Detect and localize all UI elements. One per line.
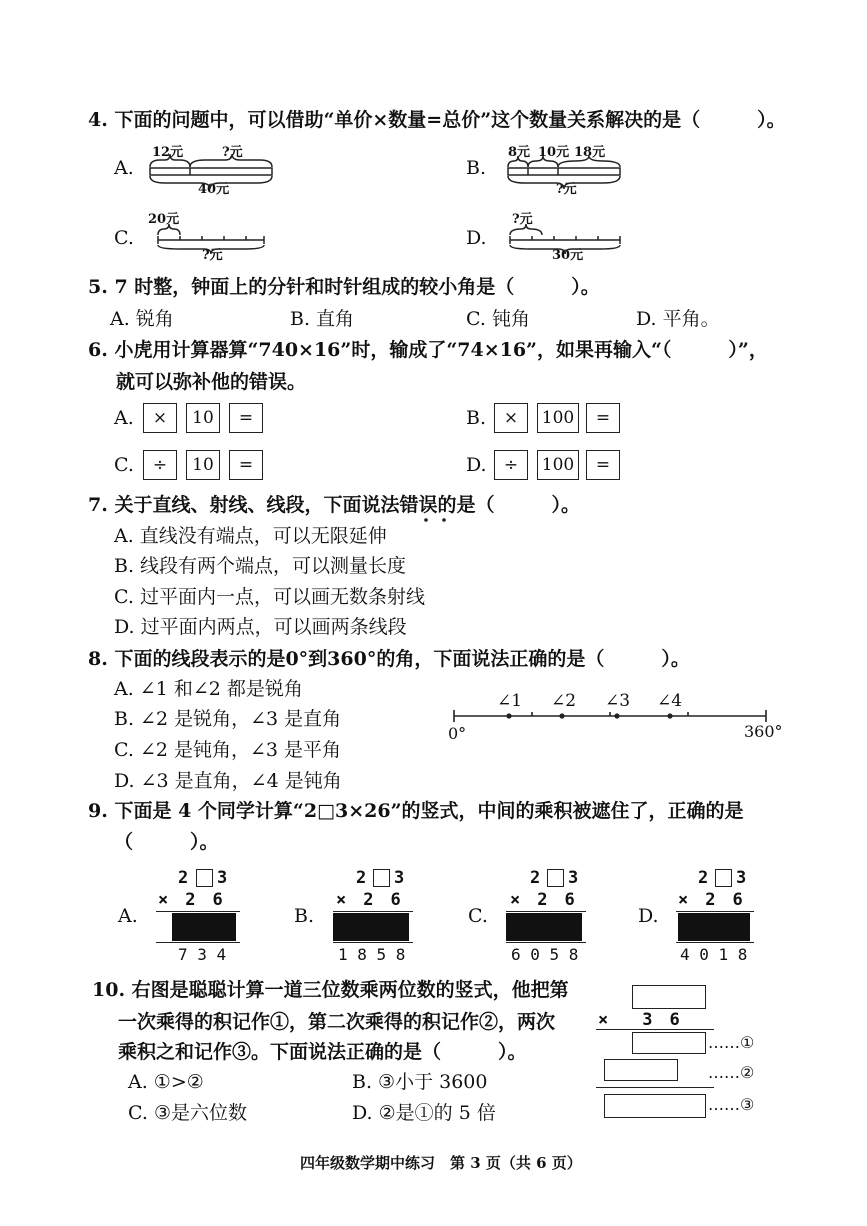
- page-footer: 四年级数学期中练习 第 3 页（共 6 页）: [300, 1154, 582, 1172]
- q9-option-c-label[interactable]: C.: [468, 905, 488, 927]
- q6c-key-10: 10: [186, 450, 220, 480]
- q10-option-d[interactable]: D. ②是①的 5 倍: [352, 1102, 496, 1124]
- q9c-digit-3: 3: [568, 868, 579, 888]
- q4a-top-right: ?元: [222, 145, 243, 160]
- q9-option-b-label[interactable]: B.: [294, 905, 315, 927]
- q9d-result: 4 0 1 8: [680, 945, 748, 964]
- q6b-key-equals: =: [586, 403, 620, 433]
- q9b-digit-2: 2: [356, 868, 367, 888]
- q8-angle-3: ∠3: [605, 691, 631, 711]
- q9-stem-line1: 9. 下面是 4 个同学计算“2□3×26”的竖式，中间的乘积被遮住了，正确的是: [88, 800, 744, 822]
- q10-option-b[interactable]: B. ③小于 3600: [352, 1071, 488, 1093]
- q10-multiplicand-box: [632, 985, 706, 1009]
- q6-stem-line1: 6. 小虎用计算器算“740×16”时，输成了“74×16”，如果再输入“（ ）”，: [88, 339, 768, 361]
- q10-rule-1: [596, 1029, 714, 1030]
- q6d-key-divide: ÷: [494, 450, 528, 480]
- q10-mark-2: ……②: [708, 1063, 755, 1082]
- q10-mark-1: ……①: [708, 1033, 755, 1052]
- q7-option-b[interactable]: B. 线段有两个端点，可以测量长度: [114, 555, 407, 577]
- q6-option-d-label[interactable]: D.: [466, 454, 487, 476]
- q10-option-c[interactable]: C. ③是六位数: [128, 1102, 247, 1124]
- q4a-bottom: 40元: [198, 182, 230, 197]
- q6a-key-equals: =: [229, 403, 263, 433]
- q9b-covered-partials: [333, 913, 409, 941]
- q6a-key-10: 10: [186, 403, 220, 433]
- q9a-result: 7 3 4: [178, 945, 227, 964]
- q9c-rule-1: [506, 911, 586, 912]
- q9b-result: 1 8 5 8: [338, 945, 406, 964]
- q4-option-d-label[interactable]: D.: [466, 227, 487, 249]
- q9c-covered-partials: [506, 913, 582, 941]
- q9a-covered-partials: [172, 913, 236, 941]
- q5-option-d[interactable]: D. 平角。: [636, 308, 720, 330]
- q6-option-b-label[interactable]: B.: [466, 407, 487, 429]
- q9b-multiplier: × 2 6: [336, 890, 401, 910]
- q8-axis-end: 360°: [744, 722, 783, 741]
- q7-stem: 7. 关于直线、射线、线段，下面说法错误的是（ ）。: [88, 494, 580, 516]
- q9a-blank-box: [196, 869, 213, 887]
- q10-stem-line1: 10. 右图是聪聪计算一道三位数乘两位数的竖式，他把第: [92, 979, 569, 1001]
- q10-option-a[interactable]: A. ①>②: [128, 1071, 204, 1093]
- q9a-digit-2: 2: [178, 868, 189, 888]
- q4-option-b-label[interactable]: B.: [466, 157, 487, 179]
- q7-option-c[interactable]: C. 过平面内一点，可以画无数条射线: [114, 586, 425, 608]
- q10-mark-3: ……③: [708, 1095, 755, 1114]
- q7-option-d[interactable]: D. 过平面内两点，可以画两条线段: [114, 616, 407, 638]
- q9b-digit-3: 3: [394, 868, 405, 888]
- q4d-top: ?元: [512, 212, 533, 227]
- q9d-digit-2: 2: [698, 868, 709, 888]
- q4-option-c-label[interactable]: C.: [114, 227, 134, 249]
- q4d-bottom: 30元: [552, 248, 584, 263]
- q9a-rule-1: [156, 911, 240, 912]
- q9-option-d-label[interactable]: D.: [638, 905, 659, 927]
- q10-rule-2: [596, 1087, 714, 1088]
- q9-stem-line2: （ ）。: [114, 831, 219, 853]
- q4c-bottom: ?元: [202, 248, 223, 263]
- q6b-key-times: ×: [494, 403, 528, 433]
- q10-partial-1-box: [632, 1032, 706, 1054]
- q9b-blank-box: [373, 869, 390, 887]
- q9d-covered-partials: [678, 913, 750, 941]
- q9d-digit-3: 3: [736, 868, 747, 888]
- q9c-digit-2: 2: [530, 868, 541, 888]
- q8-stem: 8. 下面的线段表示的是0°到360°的角，下面说法正确的是（ ）。: [88, 648, 690, 670]
- q6d-key-equals: =: [586, 450, 620, 480]
- q5-stem: 5. 7 时整，钟面上的分针和时针组成的较小角是（ ）。: [88, 276, 600, 298]
- q9a-digit-3: 3: [217, 868, 228, 888]
- q4c-top: 20元: [148, 212, 180, 227]
- q4a-top-left: 12元: [152, 145, 184, 160]
- q8-option-c[interactable]: C. ∠2 是钝角，∠3 是平角: [114, 739, 342, 761]
- q8-option-d[interactable]: D. ∠3 是直角，∠4 是钝角: [114, 770, 342, 792]
- q9-option-a-label[interactable]: A.: [118, 905, 138, 927]
- q6-option-a-label[interactable]: A.: [114, 407, 134, 429]
- q5-option-c[interactable]: C. 钝角: [466, 308, 530, 330]
- q4-option-a-label[interactable]: A.: [114, 157, 134, 179]
- q8-angle-2: ∠2: [551, 691, 577, 711]
- q10-stem-line3: 乘积之和记作③。下面说法正确的是（ ）。: [118, 1041, 527, 1063]
- q6c-key-divide: ÷: [143, 450, 177, 480]
- q4-stem: 4. 下面的问题中，可以借助“单价×数量=总价”这个数量关系解决的是（ ）。: [88, 109, 786, 131]
- q4b-top2: 10元: [538, 145, 570, 160]
- q8-option-a[interactable]: A. ∠1 和∠2 都是锐角: [114, 678, 303, 700]
- q4b-top3: 18元: [574, 145, 606, 160]
- q6d-key-100: 100: [537, 450, 579, 480]
- q6-option-c-label[interactable]: C.: [114, 454, 134, 476]
- q10-sum-box: [604, 1094, 706, 1118]
- q9a-multiplier: × 2 6: [158, 890, 223, 910]
- q9b-rule-1: [333, 911, 413, 912]
- q4b-bottom: ?元: [556, 182, 577, 197]
- q10-stem-line2: 一次乘得的积记作①，第二次乘得的积记作②，两次: [118, 1011, 556, 1033]
- q8-angle-1: ∠1: [497, 691, 523, 711]
- q6b-key-100: 100: [537, 403, 579, 433]
- q8-option-b[interactable]: B. ∠2 是锐角，∠3 是直角: [114, 708, 342, 730]
- q6c-key-equals: =: [229, 450, 263, 480]
- q10-partial-2-box: [604, 1059, 678, 1081]
- q9c-blank-box: [547, 869, 564, 887]
- q6-stem-line2: 就可以弥补他的错误。: [116, 371, 307, 393]
- q8-angle-4: ∠4: [657, 691, 683, 711]
- q4b-top1: 8元: [508, 145, 531, 160]
- q7-option-a[interactable]: A. 直线没有端点，可以无限延伸: [114, 525, 387, 547]
- q5-option-a[interactable]: A. 锐角: [110, 308, 174, 330]
- q9c-result: 6 0 5 8: [511, 945, 579, 964]
- q9d-rule-1: [676, 911, 754, 912]
- q8-axis-start: 0°: [448, 724, 467, 743]
- q10-multiplier: × 3 6: [598, 1010, 680, 1030]
- q9c-multiplier: × 2 6: [510, 890, 575, 910]
- q9d-multiplier: × 2 6: [678, 890, 743, 910]
- q5-option-b[interactable]: B. 直角: [290, 308, 355, 330]
- q6a-key-times: ×: [143, 403, 177, 433]
- q9d-blank-box: [715, 869, 732, 887]
